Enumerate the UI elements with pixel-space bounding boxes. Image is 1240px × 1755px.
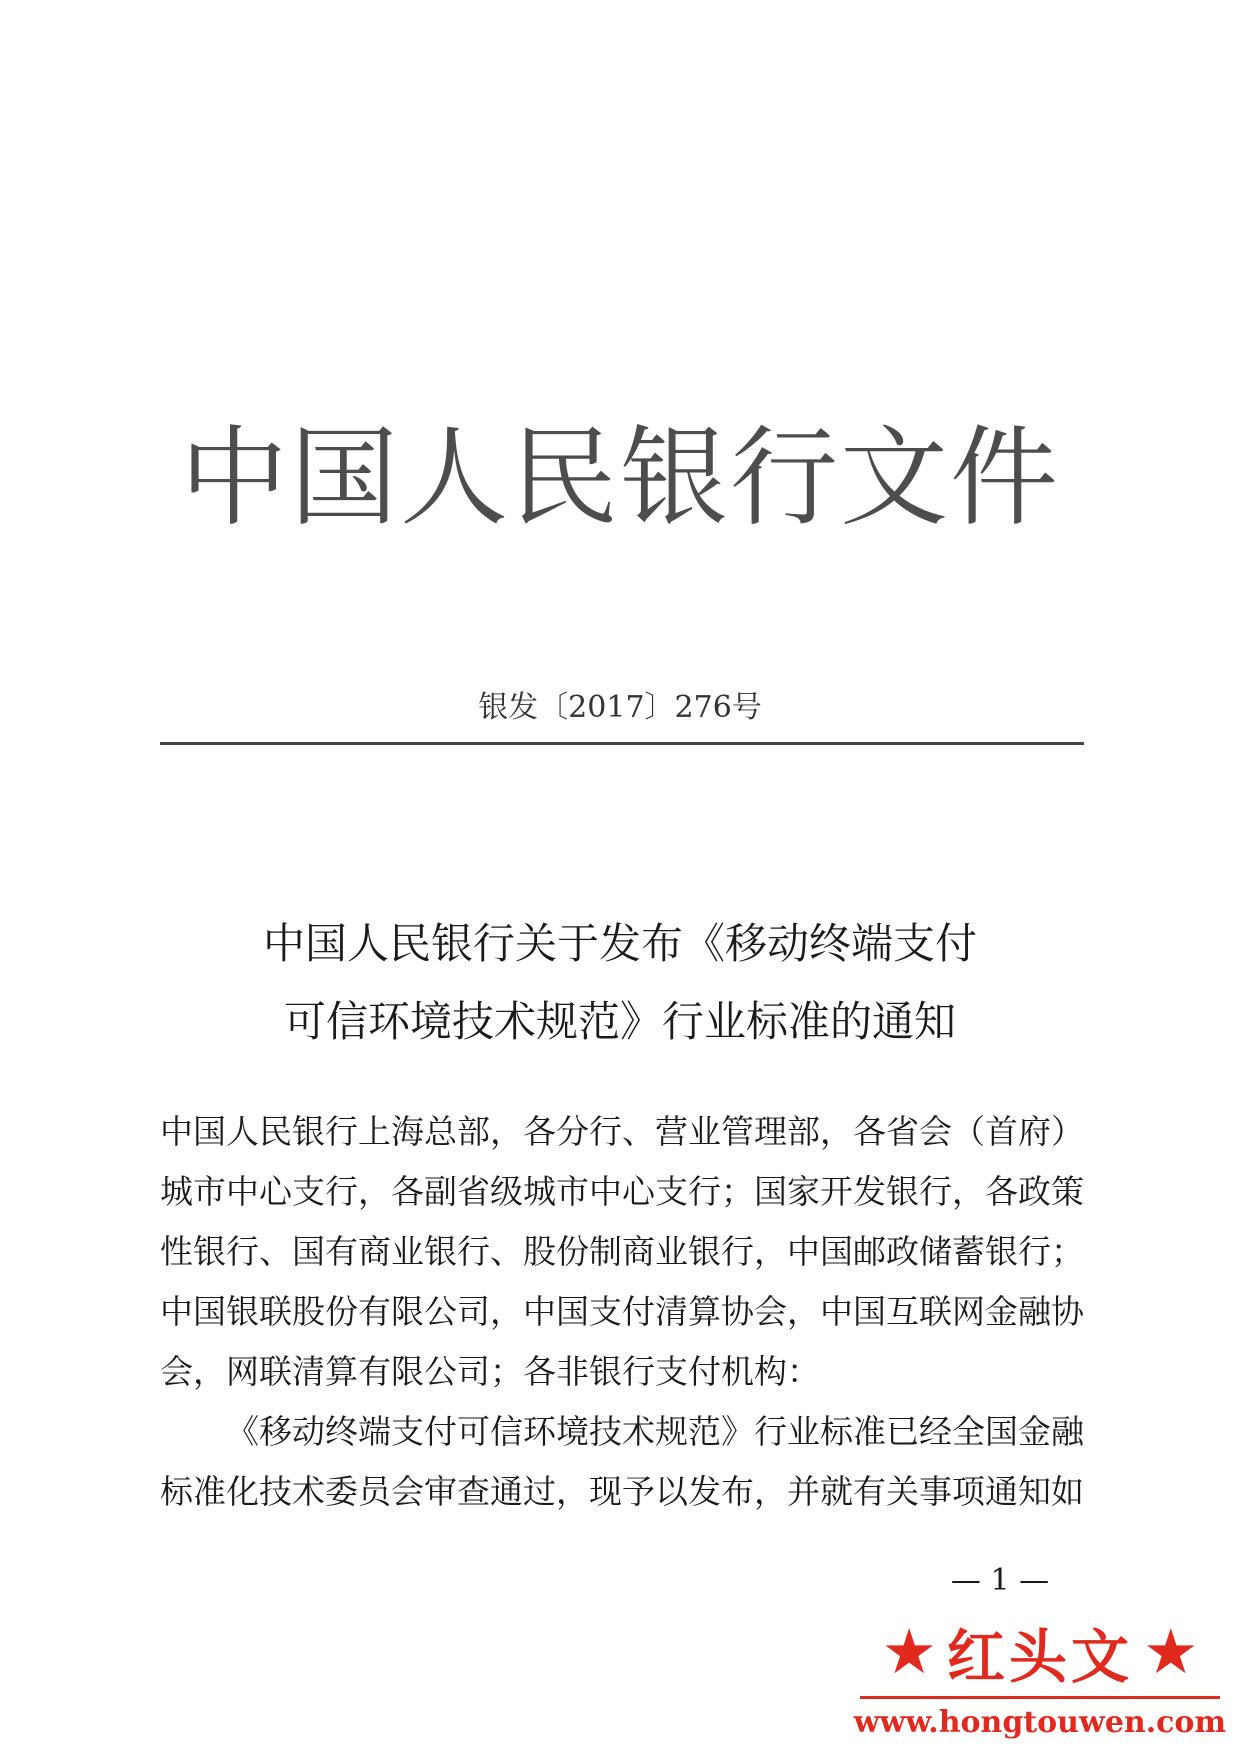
body-line: 中国人民银行上海总部，各分行、营业管理部，各省会（首府）: [160, 1112, 1084, 1151]
page-number: — 1 —: [950, 1563, 1050, 1598]
body-line: 标准化技术委员会审查通过，现予以发布，并就有关事项通知如: [160, 1472, 1084, 1511]
body-line: 中国银联股份有限公司，中国支付清算协会，中国互联网金融协: [160, 1292, 1084, 1331]
site-watermark: [850, 1612, 1230, 1752]
body-line: 性银行、国有商业银行、股份制商业银行，中国邮政储蓄银行；: [160, 1232, 1084, 1271]
notice-title-line-1: 中国人民银行关于发布《移动终端支付: [262, 919, 977, 968]
notice-title-line-2: 可信环境技术规范》行业标准的通知: [283, 997, 956, 1046]
notice-body: [160, 1102, 1084, 1522]
notice-title: [160, 905, 1080, 1061]
star-icon: ★: [881, 1615, 937, 1688]
star-icon: ★: [1143, 1615, 1199, 1688]
watermark-text: 红头文: [946, 1623, 1133, 1691]
watermark-banner: [850, 1612, 1230, 1692]
body-line: 城市中心支行，各副省级城市中心支行；国家开发银行，各政策: [160, 1172, 1084, 1211]
watermark-url: www.hongtouwen.com: [853, 1705, 1227, 1740]
document-number: 银发〔2017〕276号: [478, 690, 762, 725]
body-line: 《移动终端支付可信环境技术规范》行业标准已经全国金融: [226, 1412, 1084, 1451]
watermark-underline: [860, 1696, 1220, 1699]
masthead-title: 中国人民银行文件: [179, 416, 1060, 541]
body-line: 会，网联清算有限公司；各非银行支付机构：: [160, 1352, 820, 1391]
header-divider: [160, 742, 1084, 745]
